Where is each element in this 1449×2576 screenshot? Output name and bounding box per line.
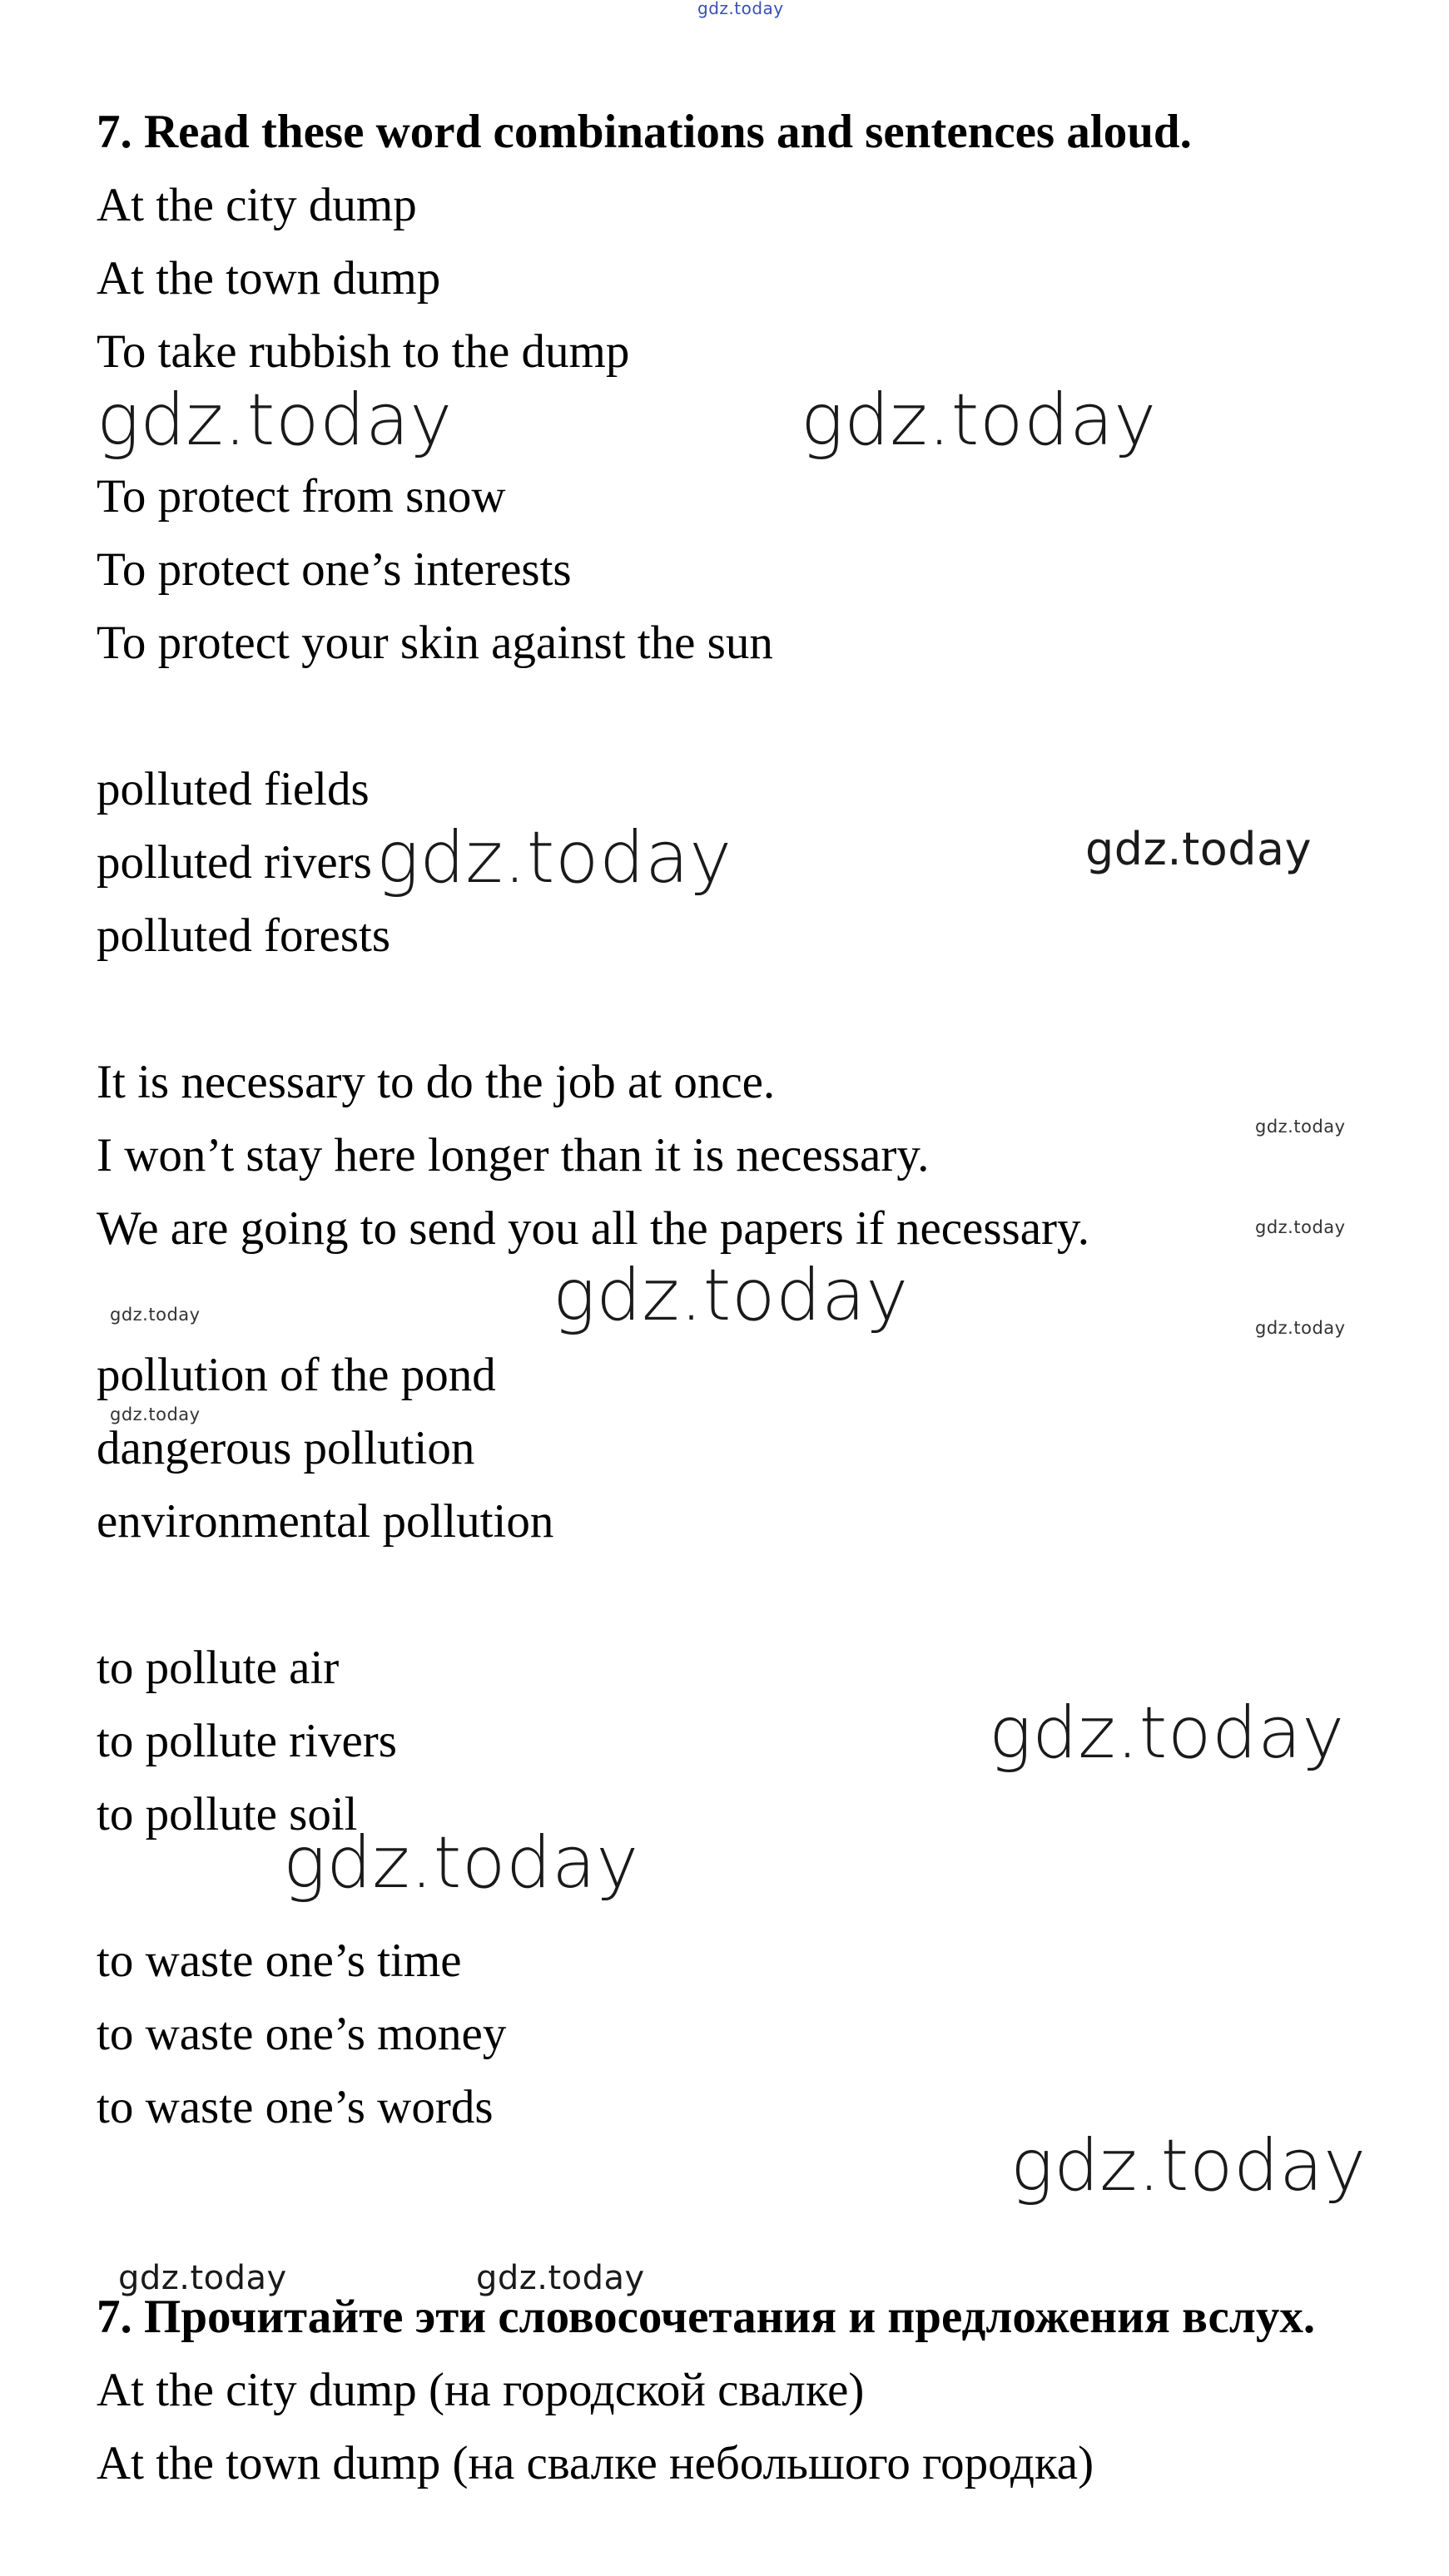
watermark: gdz.today — [1085, 823, 1313, 875]
watermark: gdz.today — [376, 816, 732, 899]
watermark: gdz.today — [110, 1404, 201, 1424]
protect-phrase: To protect one’s interests — [97, 543, 572, 596]
watermark: gdz.today — [1010, 2124, 1367, 2207]
pollute-phrase: to pollute air — [97, 1642, 340, 1694]
watermark: gdz.today — [1255, 1117, 1346, 1137]
watermark: gdz.today — [118, 2259, 287, 2297]
polluted-phrase: polluted rivers — [97, 836, 372, 889]
pollute-phrase: to pollute rivers — [97, 1715, 397, 1767]
watermark: gdz.today — [989, 1692, 1345, 1775]
necessary-sentence: We are going to send you all the papers if necessary. — [97, 1202, 1090, 1255]
dump-phrase: At the city dump — [97, 179, 417, 231]
polluted-phrase: polluted fields — [97, 763, 370, 815]
waste-phrase: to waste one’s words — [97, 2081, 494, 2133]
protect-phrase: To protect your skin against the sun — [97, 617, 773, 669]
dump-phrase: To take rubbish to the dump — [97, 325, 630, 378]
pollute-phrase: to pollute soil — [97, 1788, 358, 1840]
watermark: gdz.today — [553, 1254, 909, 1337]
waste-phrase: to waste one’s time — [97, 1934, 462, 1987]
watermark: gdz.today — [1255, 1318, 1346, 1338]
watermark: gdz.today — [110, 1305, 201, 1325]
exercise-heading-ru: 7. Прочитайте эти словосочетания и предложения вслух. — [97, 2291, 1316, 2343]
polluted-phrase: polluted forests — [97, 909, 391, 962]
watermark: gdz.today — [97, 379, 453, 462]
pollution-phrase: dangerous pollution — [97, 1422, 475, 1474]
watermark: gdz.today — [476, 2259, 645, 2297]
watermark: gdz.today — [801, 379, 1157, 462]
pollution-phrase: environmental pollution — [97, 1495, 554, 1548]
watermark: gdz.today — [1255, 1217, 1346, 1237]
necessary-sentence: It is necessary to do the job at once. — [97, 1056, 776, 1108]
protect-phrase: To protect from snow — [97, 470, 506, 523]
waste-phrase: to waste one’s money — [97, 2008, 507, 2060]
translated-phrase: At the city dump (на городской свалке) — [97, 2364, 865, 2416]
exercise-heading: 7. Read these word combinations and sentences aloud. — [97, 106, 1192, 158]
watermark-top: gdz.today — [697, 0, 784, 18]
dump-phrase: At the town dump — [97, 252, 441, 305]
translated-phrase: At the town dump (на свалке небольшого городка) — [97, 2437, 1094, 2489]
watermark: gdz.today — [283, 1821, 639, 1905]
necessary-sentence: I won’t stay here longer than it is necessary. — [97, 1129, 930, 1181]
pollution-phrase: pollution of the pond — [97, 1349, 496, 1401]
